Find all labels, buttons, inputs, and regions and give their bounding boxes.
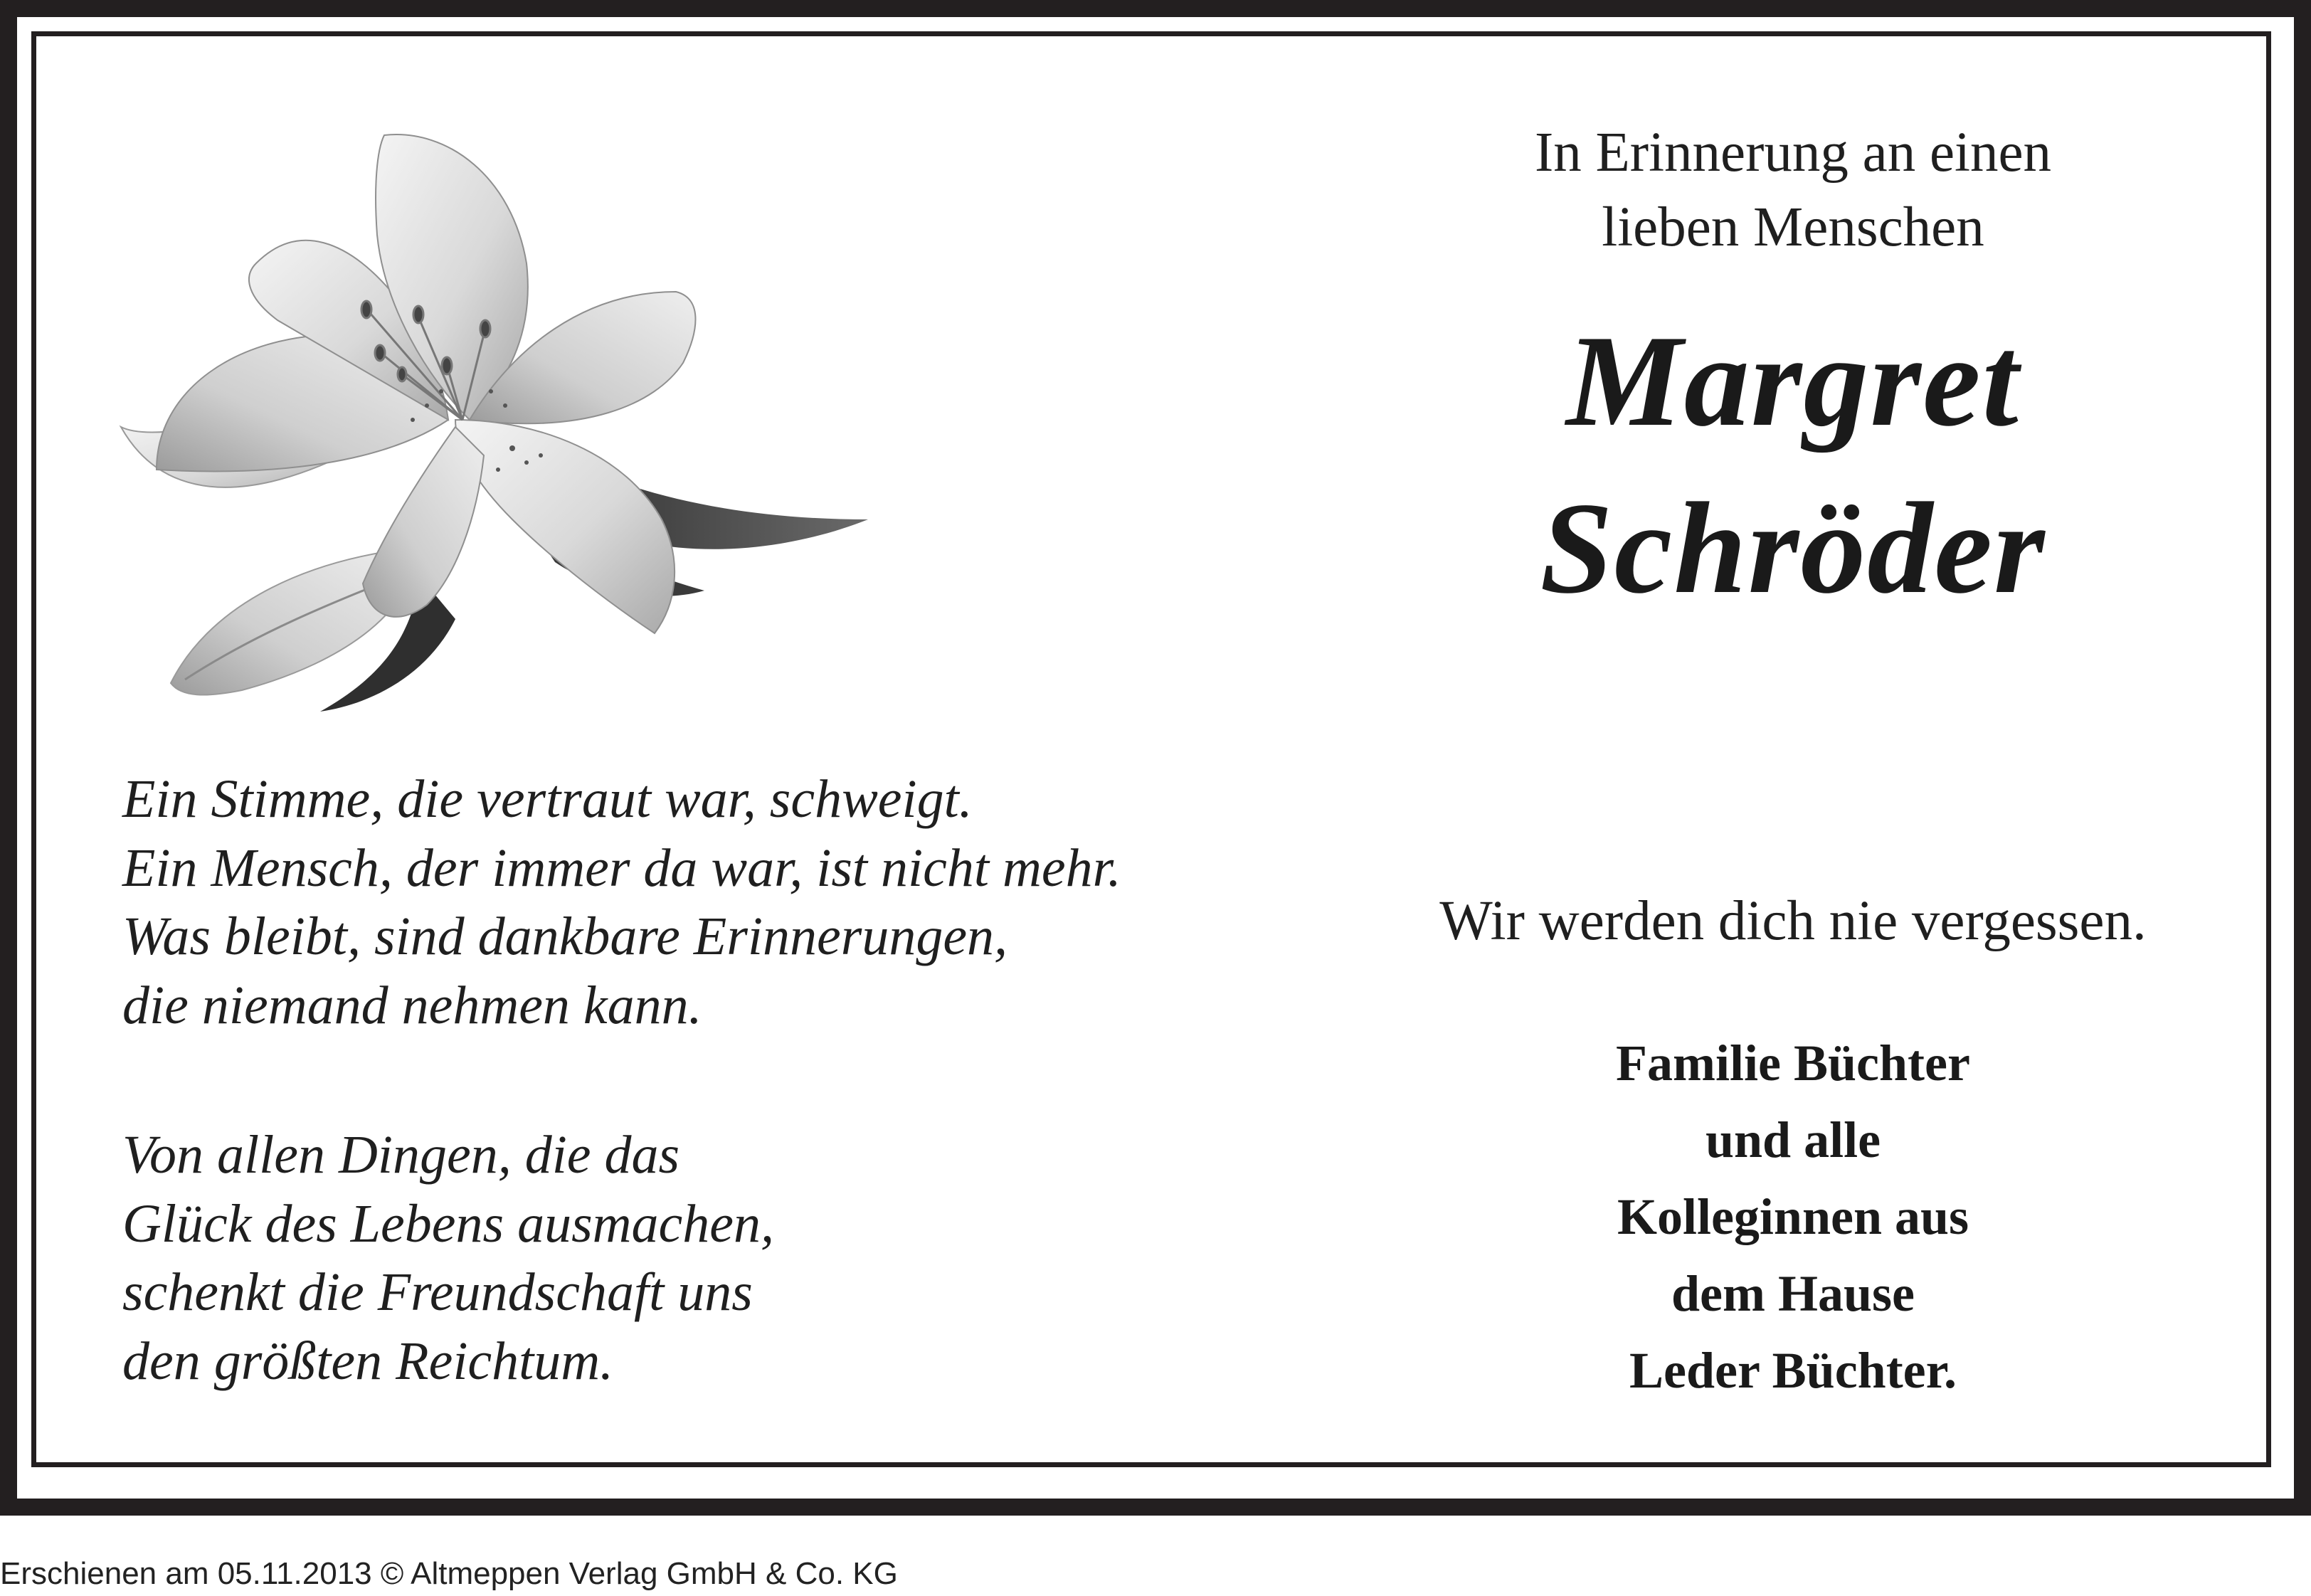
poem-line: schenkt die Freundschaft uns [122, 1262, 753, 1322]
poem-line: Glück des Lebens ausmachen, [122, 1193, 775, 1254]
poem-line: Was bleibt, sind dankbare Erinnerungen, [122, 907, 1008, 966]
signature-line: und alle [1705, 1111, 1881, 1168]
poem-line: Von allen Dingen, die das [122, 1125, 680, 1185]
deceased-first-name: Margret [1566, 308, 2020, 453]
signature-line: dem Hause [1671, 1265, 1915, 1322]
poem-line: Ein Stimme, die vertraut war, schweigt. [122, 769, 973, 829]
poem-line: die niemand nehmen kann. [122, 975, 702, 1035]
signature-line: Leder Büchter. [1629, 1342, 1957, 1399]
intro-line-2: lieben Menschen [1602, 196, 1984, 258]
poem-line: den größten Reichtum. [122, 1331, 614, 1391]
lily-flower-image [114, 121, 875, 726]
deceased-last-name: Schröder [1540, 475, 2046, 620]
closing-line: Wir werden dich nie vergessen. [1439, 890, 2147, 952]
signature-line: Familie Büchter [1616, 1035, 1970, 1092]
poem-line: Ein Mensch, der immer da war, ist nicht mehr. [122, 837, 1121, 898]
poem-stanza-2 [122, 1121, 774, 1395]
signature-block [1352, 1025, 2234, 1409]
publication-credit: Erschienen am 05.11.2013 © Altmeppen Verlag GmbH & Co. KG [0, 1556, 898, 1591]
intro-line-1: In Erinnerung an einen [1534, 122, 2052, 184]
signature-line: Kolleginnen aus [1617, 1188, 1969, 1245]
lily-petal [455, 420, 675, 633]
poem-stanza-1 [122, 765, 1121, 1040]
lily-petal [363, 427, 484, 617]
